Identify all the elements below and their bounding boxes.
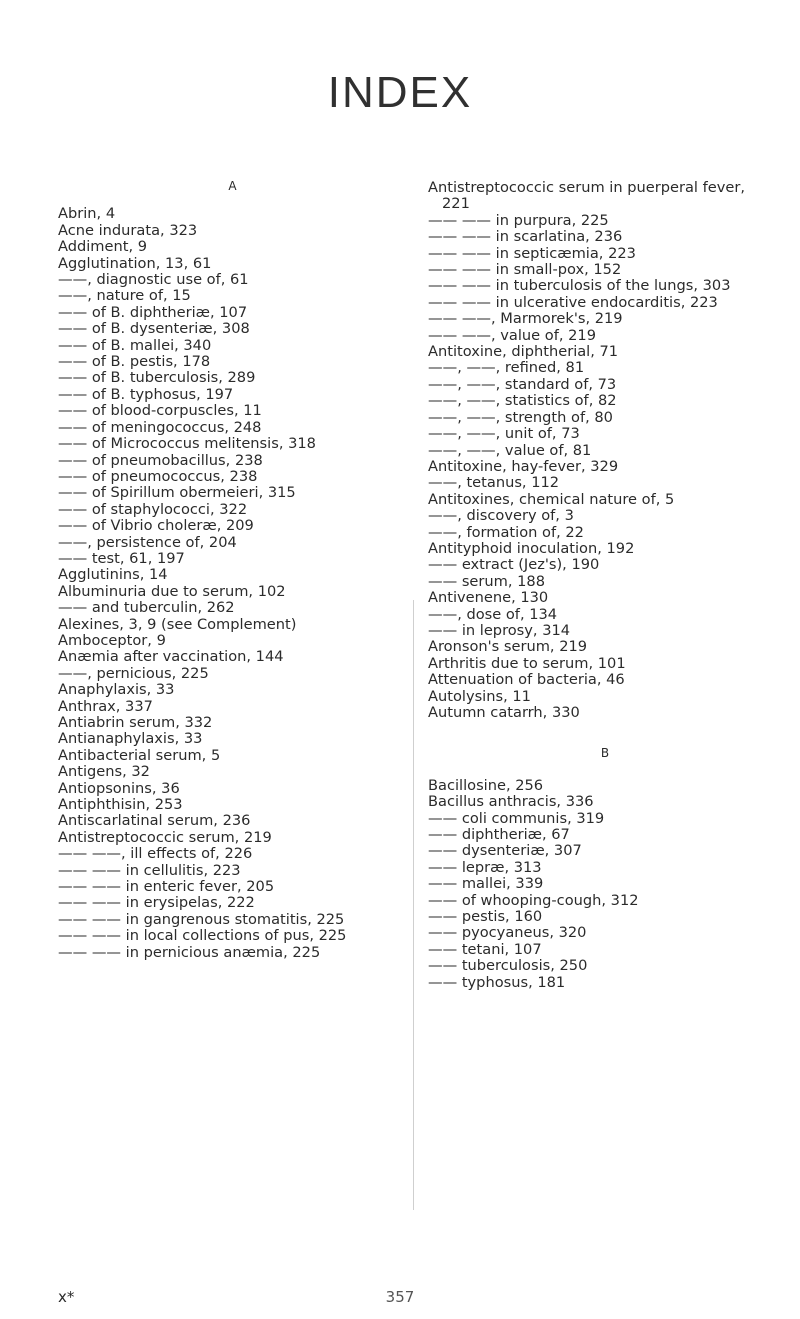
index-entry: —— of pneumococcus, 238 bbox=[58, 467, 258, 485]
index-entry: —— lepræ, 313 bbox=[428, 858, 542, 876]
index-entry: —— of Vibrio choleræ, 209 bbox=[58, 517, 254, 535]
index-entry: —— of whooping-cough, 312 bbox=[428, 891, 639, 909]
index-entry: ——, nature of, 15 bbox=[58, 287, 191, 305]
index-entry: Antiopsonins, 36 bbox=[58, 779, 180, 797]
index-entry: —— of blood-corpuscles, 11 bbox=[58, 402, 262, 420]
index-entry: —— of staphylococci, 322 bbox=[58, 500, 248, 518]
index-entry: —— tetani, 107 bbox=[428, 940, 542, 958]
index-entry: ——, pernicious, 225 bbox=[58, 664, 209, 682]
index-entry: —— typhosus, 181 bbox=[428, 973, 566, 991]
index-entry: —— pestis, 160 bbox=[428, 908, 543, 926]
index-entry: Albuminuria due to serum, 102 bbox=[58, 582, 286, 600]
index-entry: Antitoxines, chemical nature of, 5 bbox=[428, 490, 675, 508]
entry-list-a-left bbox=[58, 206, 398, 961]
index-entry: —— of B. diphtheriæ, 107 bbox=[58, 303, 248, 321]
index-entry: —— —— in local collections of pus, 225 bbox=[58, 927, 347, 945]
index-entry: Antitoxine, diphtherial, 71 bbox=[428, 343, 619, 361]
index-entry: —— ——, ill effects of, 226 bbox=[58, 845, 253, 863]
index-entry: Antityphoid inoculation, 192 bbox=[428, 539, 635, 557]
index-entry: Abrin, 4 bbox=[58, 205, 116, 223]
index-entry: Antistreptococcic serum, 219 bbox=[58, 828, 272, 846]
index-entry: —— ——, value of, 219 bbox=[428, 326, 596, 344]
index-entry: —— ——, Marmorek's, 219 bbox=[428, 310, 623, 328]
index-entry: ——, ——, value of, 81 bbox=[428, 441, 592, 459]
index-entry: —— serum, 188 bbox=[428, 572, 546, 590]
index-entry: Attenuation of bacteria, 46 bbox=[428, 671, 625, 689]
entry-list-a-right bbox=[428, 180, 773, 721]
index-entry: —— —— in ulcerative endocarditis, 223 bbox=[428, 293, 718, 311]
index-entry: Amboceptor, 9 bbox=[58, 631, 166, 649]
index-entry: —— —— in scarlatina, 236 bbox=[428, 228, 623, 246]
index-entry: ——, ——, unit of, 73 bbox=[428, 425, 580, 443]
index-entry: —— diphtheriæ, 67 bbox=[428, 826, 570, 844]
index-entry: Autolysins, 11 bbox=[428, 687, 531, 705]
index-entry: Arthritis due to serum, 101 bbox=[428, 654, 626, 672]
index-column-left bbox=[58, 180, 398, 961]
index-entry: Anaphylaxis, 33 bbox=[58, 681, 175, 699]
index-entry: ——, discovery of, 3 bbox=[428, 507, 574, 525]
index-entry: —— and tuberculin, 262 bbox=[58, 599, 235, 617]
index-entry: —— coli communis, 319 bbox=[428, 809, 605, 827]
index-entry: ——, diagnostic use of, 61 bbox=[58, 271, 249, 289]
index-entry: Bacillosine, 256 bbox=[428, 776, 544, 794]
index-entry: —— of B. pestis, 178 bbox=[58, 353, 211, 371]
index-entry: —— of B. dysenteriæ, 308 bbox=[58, 320, 250, 338]
index-entry: —— of Micrococcus melitensis, 318 bbox=[58, 435, 316, 453]
index-entry: —— of B. typhosus, 197 bbox=[58, 385, 234, 403]
index-entry: —— pyocyaneus, 320 bbox=[428, 924, 587, 942]
index-entry: —— extract (Jez's), 190 bbox=[428, 556, 600, 574]
index-entry: Antianaphylaxis, 33 bbox=[58, 730, 203, 748]
index-entry: ——, persistence of, 204 bbox=[58, 533, 237, 551]
index-entry: Antiphthisin, 253 bbox=[58, 796, 183, 814]
index-entry: —— —— in gangrenous stomatitis, 225 bbox=[58, 910, 345, 928]
index-entry: —— —— in cellulitis, 223 bbox=[58, 861, 241, 879]
index-entry: —— mallei, 339 bbox=[428, 875, 544, 893]
index-entry: ——, tetanus, 112 bbox=[428, 474, 560, 492]
entry-list-b bbox=[428, 778, 773, 991]
index-entry: —— —— in pernicious anæmia, 225 bbox=[58, 943, 321, 961]
index-entry: ——, ——, refined, 81 bbox=[428, 359, 585, 377]
index-entry: ——, dose of, 134 bbox=[428, 605, 558, 623]
index-entry: Autumn catarrh, 330 bbox=[428, 704, 580, 721]
index-entry: Addiment, 9 bbox=[58, 238, 148, 256]
index-entry: Antivenene, 130 bbox=[428, 589, 549, 607]
index-entry: —— —— in enteric fever, 205 bbox=[58, 878, 275, 896]
index-entry: —— —— in tuberculosis of the lungs, 303 bbox=[428, 277, 731, 295]
index-entry: —— test, 61, 197 bbox=[58, 549, 185, 567]
signature-mark: x* bbox=[58, 1288, 75, 1306]
index-entry: Agglutinins, 14 bbox=[58, 566, 168, 584]
index-entry: Antibacterial serum, 5 bbox=[58, 746, 221, 764]
index-entry: Anthrax, 337 bbox=[58, 697, 153, 715]
index-entry: Acne indurata, 323 bbox=[58, 221, 198, 239]
index-entry: —— —— in septicæmia, 223 bbox=[428, 244, 636, 262]
index-entry: —— of Spirillum obermeieri, 315 bbox=[58, 484, 296, 502]
index-entry: Antistreptococcic serum in puerperal fever, 221 bbox=[428, 179, 745, 213]
section-letter-a: A bbox=[228, 179, 238, 193]
column-divider bbox=[413, 600, 414, 1210]
index-entry: Antitoxine, hay-fever, 329 bbox=[428, 457, 619, 475]
index-entry: —— in leprosy, 314 bbox=[428, 621, 571, 639]
index-entry: —— tuberculosis, 250 bbox=[428, 957, 588, 975]
index-entry: Aronson's serum, 219 bbox=[428, 638, 588, 656]
index-entry: Antigens, 32 bbox=[58, 763, 150, 781]
index-entry: Antiscarlatinal serum, 236 bbox=[58, 812, 251, 830]
index-entry: —— of pneumobacillus, 238 bbox=[58, 451, 263, 469]
index-entry: Anæmia after vaccination, 144 bbox=[58, 648, 284, 666]
index-entry: ——, formation of, 22 bbox=[428, 523, 584, 541]
index-entry: Alexines, 3, 9 (see Complement) bbox=[58, 615, 297, 633]
index-entry: —— —— in purpura, 225 bbox=[428, 211, 609, 229]
index-entry: —— —— in small-pox, 152 bbox=[428, 261, 622, 279]
index-entry: Antiabrin serum, 332 bbox=[58, 714, 213, 731]
page-title: INDEX bbox=[327, 68, 473, 117]
index-entry: —— dysenteriæ, 307 bbox=[428, 842, 582, 860]
index-entry: ——, ——, standard of, 73 bbox=[428, 375, 617, 393]
section-letter-b: B bbox=[600, 746, 611, 761]
index-column-right bbox=[428, 180, 773, 991]
index-entry: —— of B. tuberculosis, 289 bbox=[58, 369, 256, 387]
index-entry: —— of B. mallei, 340 bbox=[58, 336, 212, 354]
index-entry: —— of meningococcus, 248 bbox=[58, 418, 262, 436]
index-entry: Agglutination, 13, 61 bbox=[58, 254, 212, 272]
index-entry: ——, ——, strength of, 80 bbox=[428, 408, 613, 426]
index-entry: Bacillus anthracis, 336 bbox=[428, 793, 594, 811]
page-number: 357 bbox=[385, 1288, 415, 1306]
index-entry: —— —— in erysipelas, 222 bbox=[58, 894, 255, 912]
index-entry: ——, ——, statistics of, 82 bbox=[428, 392, 617, 410]
